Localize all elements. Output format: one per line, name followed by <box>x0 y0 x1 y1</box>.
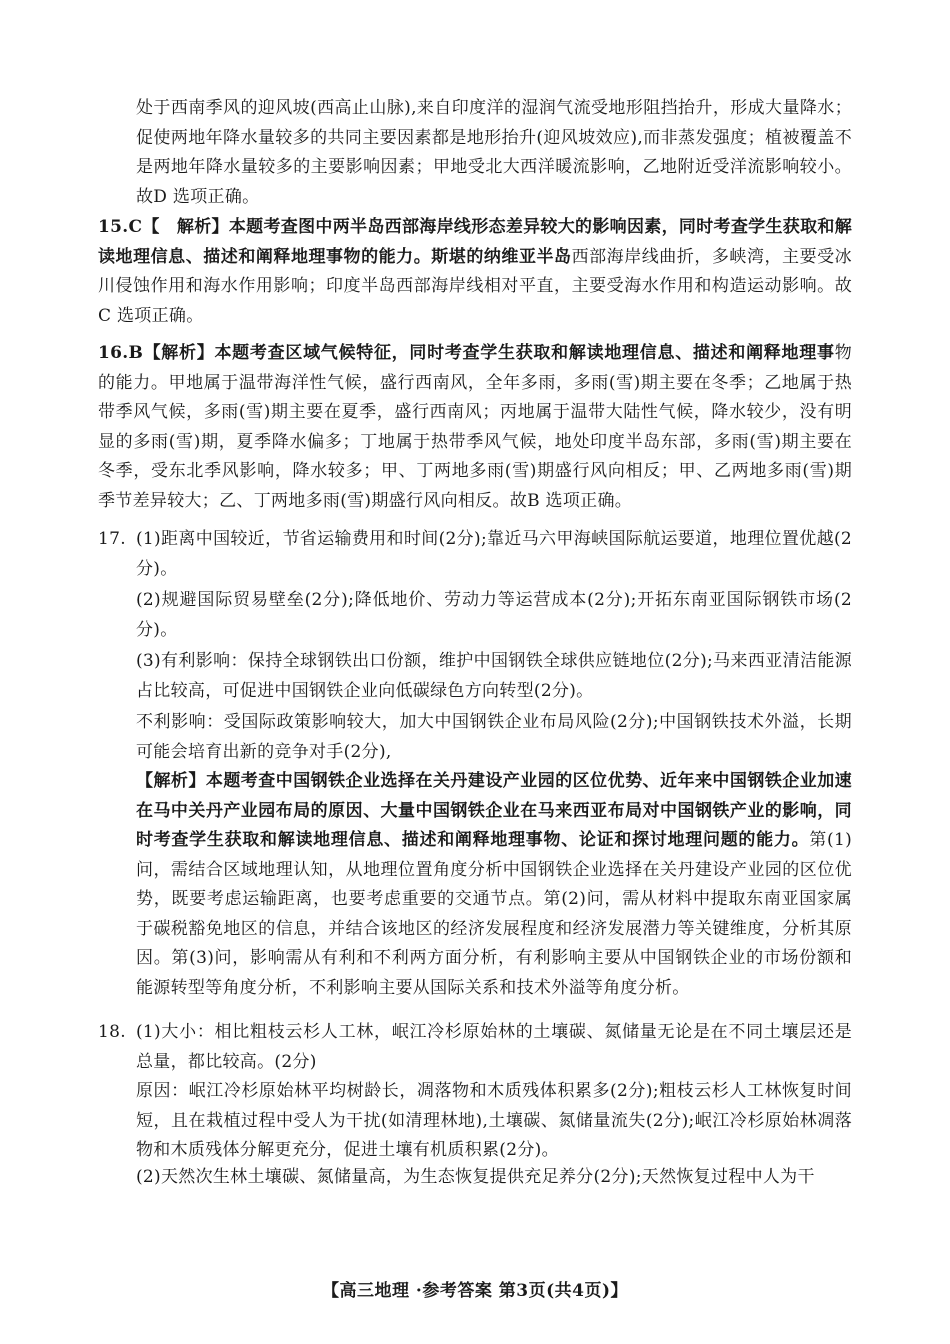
q14-continuation: 处于西南季风的迎风坡(西高止山脉),来自印度洋的湿润气流受地形阻挡抬升，形成大量降水；促使两地年降水量较多的共同主要因素都是地形抬升(迎风坡效应),而非蒸发强度；植被覆盖不是两地年降水量较多的主要影响因素；甲地受北大西洋暖流影响，乙地附近受洋流影响较小。故D 选项正确。 <box>136 98 852 207</box>
q16-answer <box>98 339 852 516</box>
q17-analysis <box>136 767 852 1003</box>
q18-number: 18. <box>98 1022 126 1042</box>
q16-number: 16.B <box>98 343 144 363</box>
q17-part1: (1)距离中国较近，节省运输费用和时间(2分);靠近马六甲海峡国际航运要道，地理位置优越(2分)。 <box>136 529 852 579</box>
q17-analysis-heading: 【解析】本题考查中国钢铁企业选择在关丹建设产业园的区位优势、近年来中国钢铁企业加速在马中关丹产业园布局的原因、大量中国钢铁企业在马来西亚布局对中国钢铁产业的影响，同时考查学生获取和解读地理信息、描述和阐释地理事物、论证和探讨地理问题的能力。 <box>136 771 852 850</box>
q15-analysis-text: 西部海岸线曲折，多峡湾，主要受冰川侵蚀作用和海水作用影响；印度半岛西部海岸线相对平直，主要受海水作用和构造运动影响。故C 选项正确。 <box>98 246 852 326</box>
q17-part3: (3)有利影响：保持全球钢铁出口份额，维护中国钢铁全球供应链地位(2分);马来西亚清洁能源占比较高，可促进中国钢铁企业向低碳绿色方向转型(2分)。 <box>136 651 852 701</box>
page-footer: 【高三地理 ·参考答案 第3页(共4页)】 <box>322 1281 628 1301</box>
q17-analysis-text: 第(1)问，需结合区域地理认知，从地理位置角度分析中国钢铁企业选择在关丹建设产业园的区位优势，既要考虑运输距离，也要考虑重要的交通节点。第(2)问，需从材料中提取东南亚国家属于碳税豁免地区的信息，并结合该地区的经济发展程度和经济发展潜力等关键维度，分析其原因。第(3)问，影响需从有利和不利两方面分析，有利影响主要从中国钢铁企业的市场份额和能源转型等角度分析，不利影响主要从国际关系和技术外溢等角度分析。 <box>136 830 852 998</box>
q15-answer <box>98 213 852 331</box>
q18-part1-reason: 原因：岷江冷杉原始林平均树龄长，凋落物和木质残体积累多(2分);粗枝云杉人工林恢复时间短，且在栽植过程中受人为干扰(如清理林地),土壤碳、氮储量流失(2分);岷江冷杉原始林凋落物和木质残体分解更充分，促进土壤有机质积累(2分)。 <box>136 1081 852 1160</box>
q15-analysis-heading: 解析】本题考查图中两半岛西部海岸线形态差异较大的影响因素，同时考查学生获取和解读地理信息、描述和阐释地理事物的能力。斯堪的纳维亚半岛 <box>98 217 852 267</box>
q18-part2: (2)天然次生林土壤碳、氮储量高，为生态恢复提供充足养分(2分);天然恢复过程中人为干 <box>136 1167 815 1187</box>
q15-number: 15.C【 <box>98 217 160 237</box>
q17-number: 17. <box>98 529 126 549</box>
q18-part1: (1)大小：相比粗枝云杉人工林，岷江冷杉原始林的土壤碳、氮储量无论是在不同土壤层还是总量，都比较高。(2分) <box>136 1022 852 1072</box>
q17-part3-disadvantage: 不利影响：受国际政策影响较大，加大中国钢铁企业布局风险(2分);中国钢铁技术外溢，长期可能会培育出新的竞争对手(2分), <box>136 712 852 762</box>
q16-analysis-text: 物的能力。甲地属于温带海洋性气候，盛行西南风，全年多雨，多雨(雪)期主要在冬季；乙地属于热带季风气候，多雨(雪)期主要在夏季，盛行西南风；丙地属于温带大陆性气候，降水较少，没有明显的多雨(雪)期，夏季降水偏多；丁地属于热带季风气候，地处印度半岛东部，多雨(雪)期主要在冬季，受东北季风影响，降水较多；甲、丁两地多雨(雪)期盛行风向相反；甲、乙两地多雨(雪)期季节差异较大；乙、丁两地多雨(雪)期盛行风向相反。故B 选项正确。 <box>98 343 852 511</box>
q16-analysis-heading: 【解析】本题考查区域气候特征，同时考查学生获取和解读地理信息、描述和阐释地理事 <box>143 343 835 363</box>
q17-part2: (2)规避国际贸易壁垒(2分);降低地价、劳动力等运营成本(2分);开拓东南亚国际钢铁市场(2分)。 <box>136 590 852 640</box>
